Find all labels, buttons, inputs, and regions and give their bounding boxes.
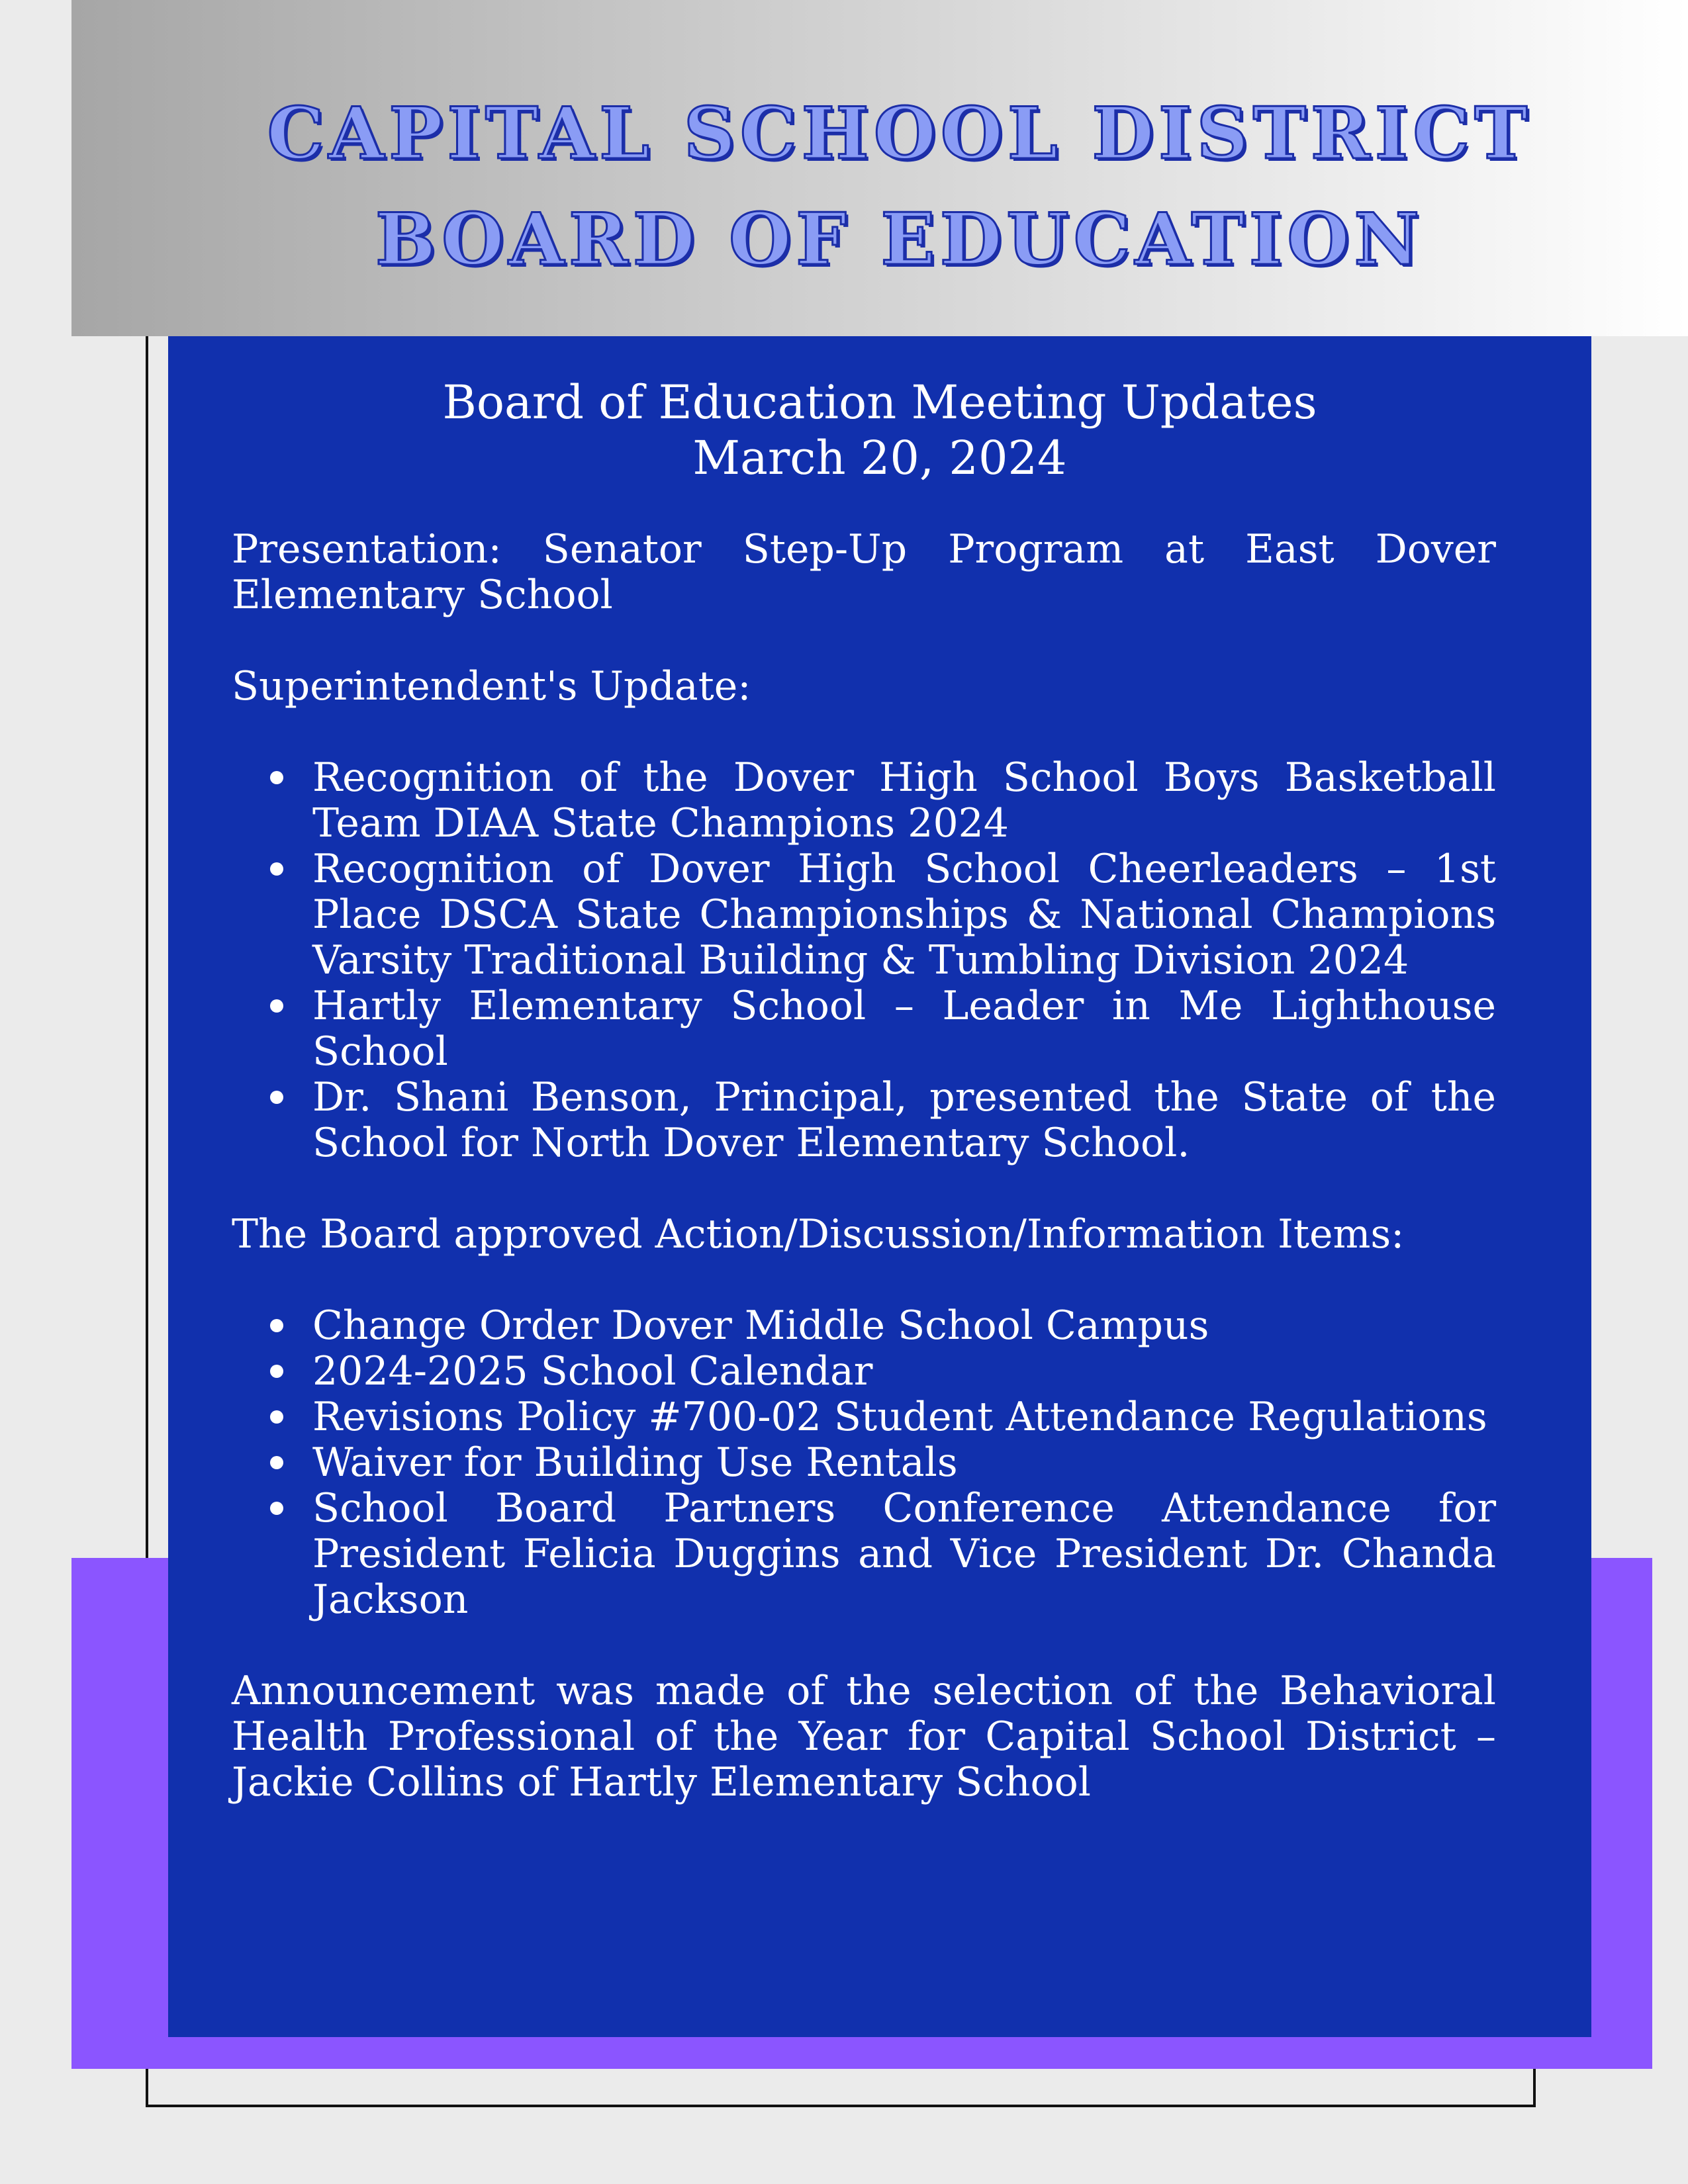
list-item-text: Hartly Elementary School – Leader in Me Lighthouse School xyxy=(312,983,1496,1075)
bullet-icon xyxy=(270,862,283,876)
header-banner xyxy=(71,0,1688,336)
list-item xyxy=(232,1486,1496,1623)
card-heading xyxy=(168,375,1591,486)
bullet-icon xyxy=(270,1502,283,1515)
list-item xyxy=(232,1303,1496,1349)
list-item xyxy=(232,1075,1496,1166)
bullet-icon xyxy=(270,1456,283,1469)
list-item xyxy=(232,1440,1496,1486)
bullet-icon xyxy=(270,1091,283,1104)
bullet-icon xyxy=(270,999,283,1013)
list-item-text: Revisions Policy #700-02 Student Attendance Regulations xyxy=(312,1394,1487,1440)
announcement-text: Announcement was made of the selection of the Behavioral Health Professional of the Year for Capital School District – Jackie Collins of Hartly Elementary School xyxy=(232,1668,1496,1805)
bullet-icon xyxy=(270,1410,283,1424)
meeting-content xyxy=(232,527,1496,1805)
bullet-icon xyxy=(270,771,283,784)
superintendent-list xyxy=(232,755,1496,1166)
meeting-updates-card xyxy=(168,336,1591,2037)
list-item xyxy=(232,846,1496,983)
superintendent-label: Superintendent's Update: xyxy=(232,663,751,709)
list-item-text: School Board Partners Conference Attendance for President Felicia Duggins and Vice President Dr. Chanda Jackson xyxy=(312,1485,1496,1623)
list-item xyxy=(232,1394,1496,1440)
district-title xyxy=(71,81,1688,293)
presentation-text: Presentation: Senator Step-Up Program at East Dover Elementary School xyxy=(232,526,1496,618)
list-item-text: Dr. Shani Benson, Principal, presented the State of the School for North Dover Elementary School. xyxy=(312,1074,1496,1166)
bullet-icon xyxy=(270,1365,283,1378)
meeting-title: Board of Education Meeting Updates xyxy=(442,375,1317,430)
list-item-text: 2024-2025 School Calendar xyxy=(312,1348,873,1394)
bullet-icon xyxy=(270,1319,283,1332)
list-item-text: Waiver for Building Use Rentals xyxy=(312,1439,958,1486)
list-item-text: Change Order Dover Middle School Campus xyxy=(312,1302,1209,1349)
meeting-date: March 20, 2024 xyxy=(692,431,1067,485)
list-item xyxy=(232,983,1496,1075)
district-title-line-1: CAPITAL SCHOOL DISTRICT xyxy=(267,92,1532,175)
district-title-line-2: BOARD OF EDUCATION xyxy=(375,198,1425,281)
list-item-text: Recognition of the Dover High School Boys Basketball Team DIAA State Champions 2024 xyxy=(312,754,1496,846)
board-actions-list xyxy=(232,1303,1496,1623)
list-item xyxy=(232,755,1496,846)
list-item-text: Recognition of Dover High School Cheerleaders – 1st Place DSCA State Championships & National Champions Varsity Traditional Building & Tumbling Division 2024 xyxy=(312,846,1496,983)
list-item xyxy=(232,1349,1496,1394)
board-actions-label: The Board approved Action/Discussion/Information Items: xyxy=(232,1211,1405,1257)
